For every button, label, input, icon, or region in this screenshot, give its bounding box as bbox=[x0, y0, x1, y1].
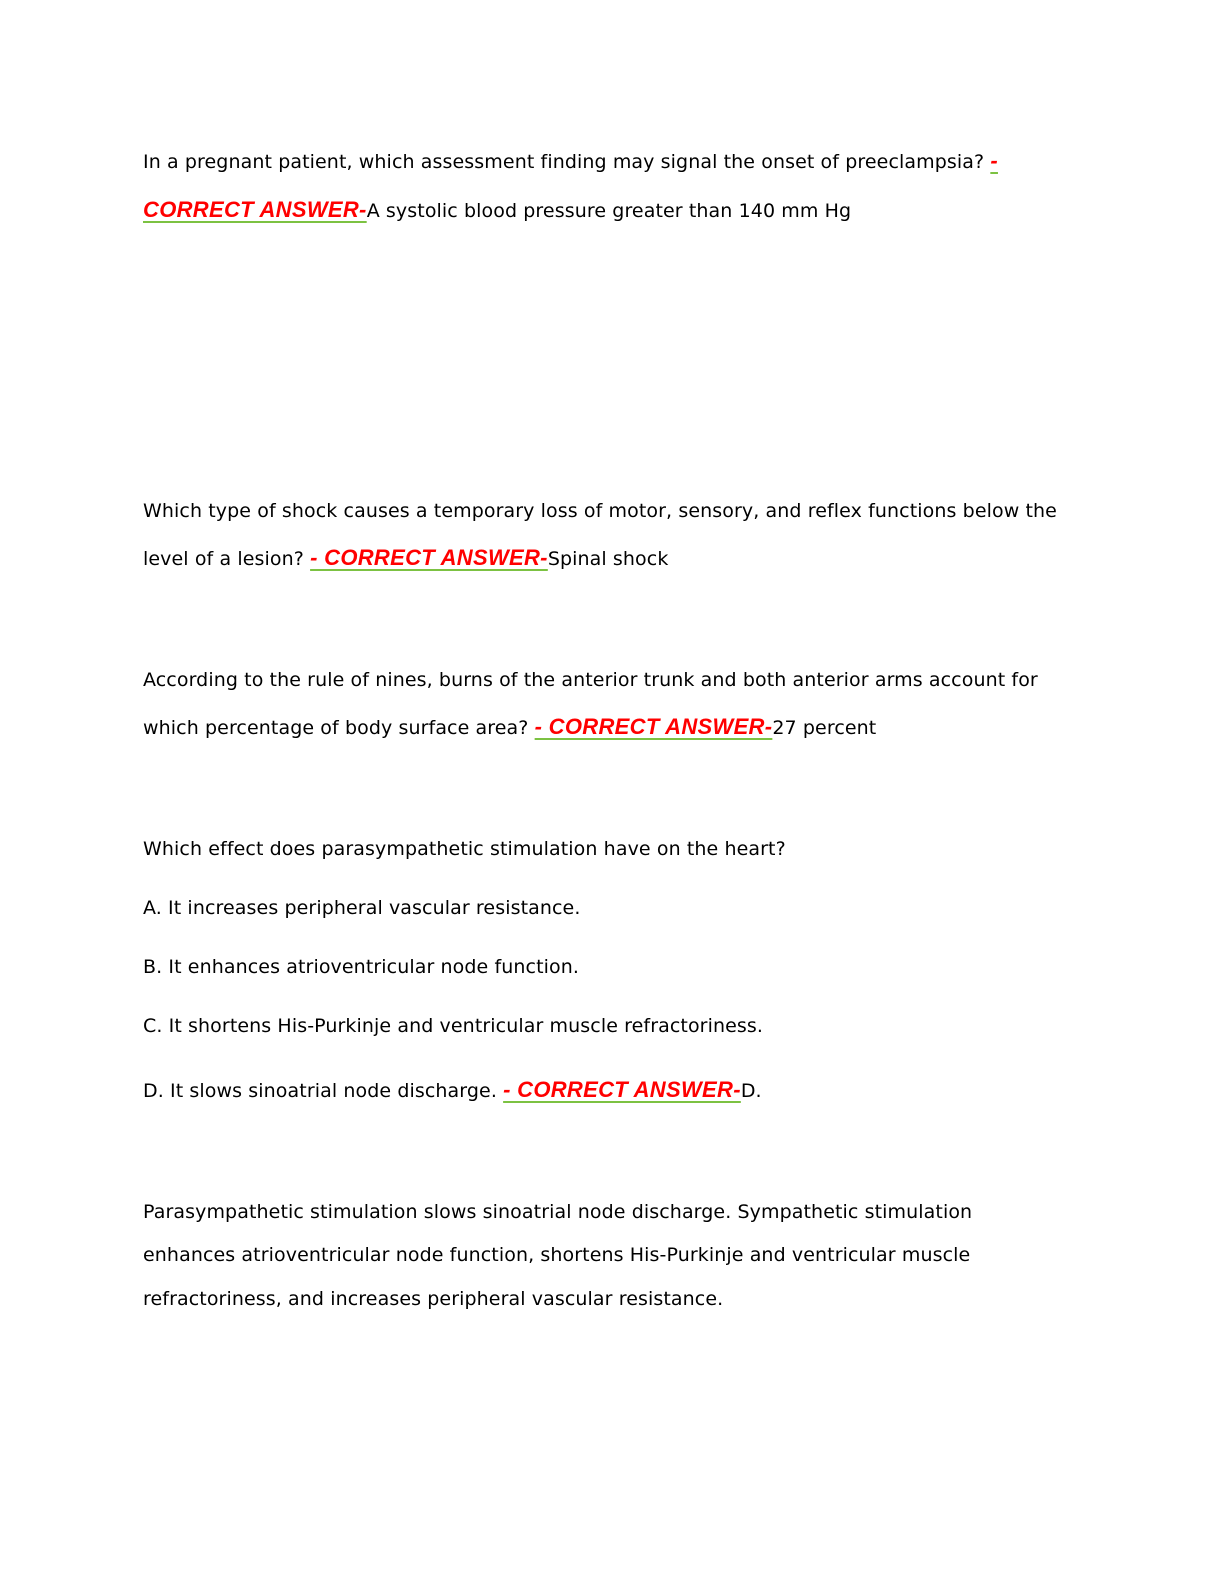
q3-question-end: which percentage of body surface area? bbox=[143, 717, 535, 739]
rationale-line-3: refractoriness, and increases peripheral vascular resistance. bbox=[143, 1288, 724, 1310]
q1-answer-line bbox=[143, 197, 851, 224]
q1-correct-answer-tag: CORRECT ANSWER- bbox=[143, 197, 367, 222]
q1-question: In a pregnant patient, which assessment finding may signal the onset of preeclampsia? bbox=[143, 151, 991, 173]
q3-correct-answer-tag: - CORRECT ANSWER- bbox=[534, 714, 773, 739]
q4-question: Which effect does parasympathetic stimulation have on the heart? bbox=[143, 838, 786, 860]
q2-answer: Spinal shock bbox=[547, 548, 669, 570]
q1-question-line bbox=[143, 148, 998, 175]
rationale-line-2: enhances atrioventricular node function, shortens His-Purkinje and ventricular muscle bbox=[143, 1244, 971, 1266]
q2-question-line-1: Which type of shock causes a temporary loss of motor, sensory, and reflex functions below the bbox=[143, 500, 1057, 522]
q2-question-line-2 bbox=[143, 545, 668, 572]
q4-option-b: B. It enhances atrioventricular node function. bbox=[143, 956, 580, 978]
q3-answer: 27 percent bbox=[772, 717, 877, 739]
q4-option-a: A. It increases peripheral vascular resistance. bbox=[143, 897, 581, 919]
q4-option-d: D. It slows sinoatrial node discharge. bbox=[143, 1080, 504, 1102]
q3-question-line-1: According to the rule of nines, burns of the anterior trunk and both anterior arms account for bbox=[143, 669, 1038, 691]
q2-correct-answer-tag: - CORRECT ANSWER- bbox=[310, 545, 548, 570]
q1-answer-dash: - bbox=[990, 148, 998, 173]
q4-correct-answer-tag: - CORRECT ANSWER- bbox=[503, 1077, 741, 1102]
q3-question-line-2 bbox=[143, 714, 876, 741]
q4-option-d-line bbox=[143, 1077, 762, 1104]
q4-answer: D. bbox=[740, 1080, 762, 1102]
q4-option-c: C. It shortens His-Purkinje and ventricular muscle refractoriness. bbox=[143, 1015, 764, 1037]
q1-answer: A systolic blood pressure greater than 140 mm Hg bbox=[366, 200, 852, 222]
rationale-line-1: Parasympathetic stimulation slows sinoatrial node discharge. Sympathetic stimulation bbox=[143, 1201, 973, 1223]
q2-question-end: level of a lesion? bbox=[143, 548, 311, 570]
